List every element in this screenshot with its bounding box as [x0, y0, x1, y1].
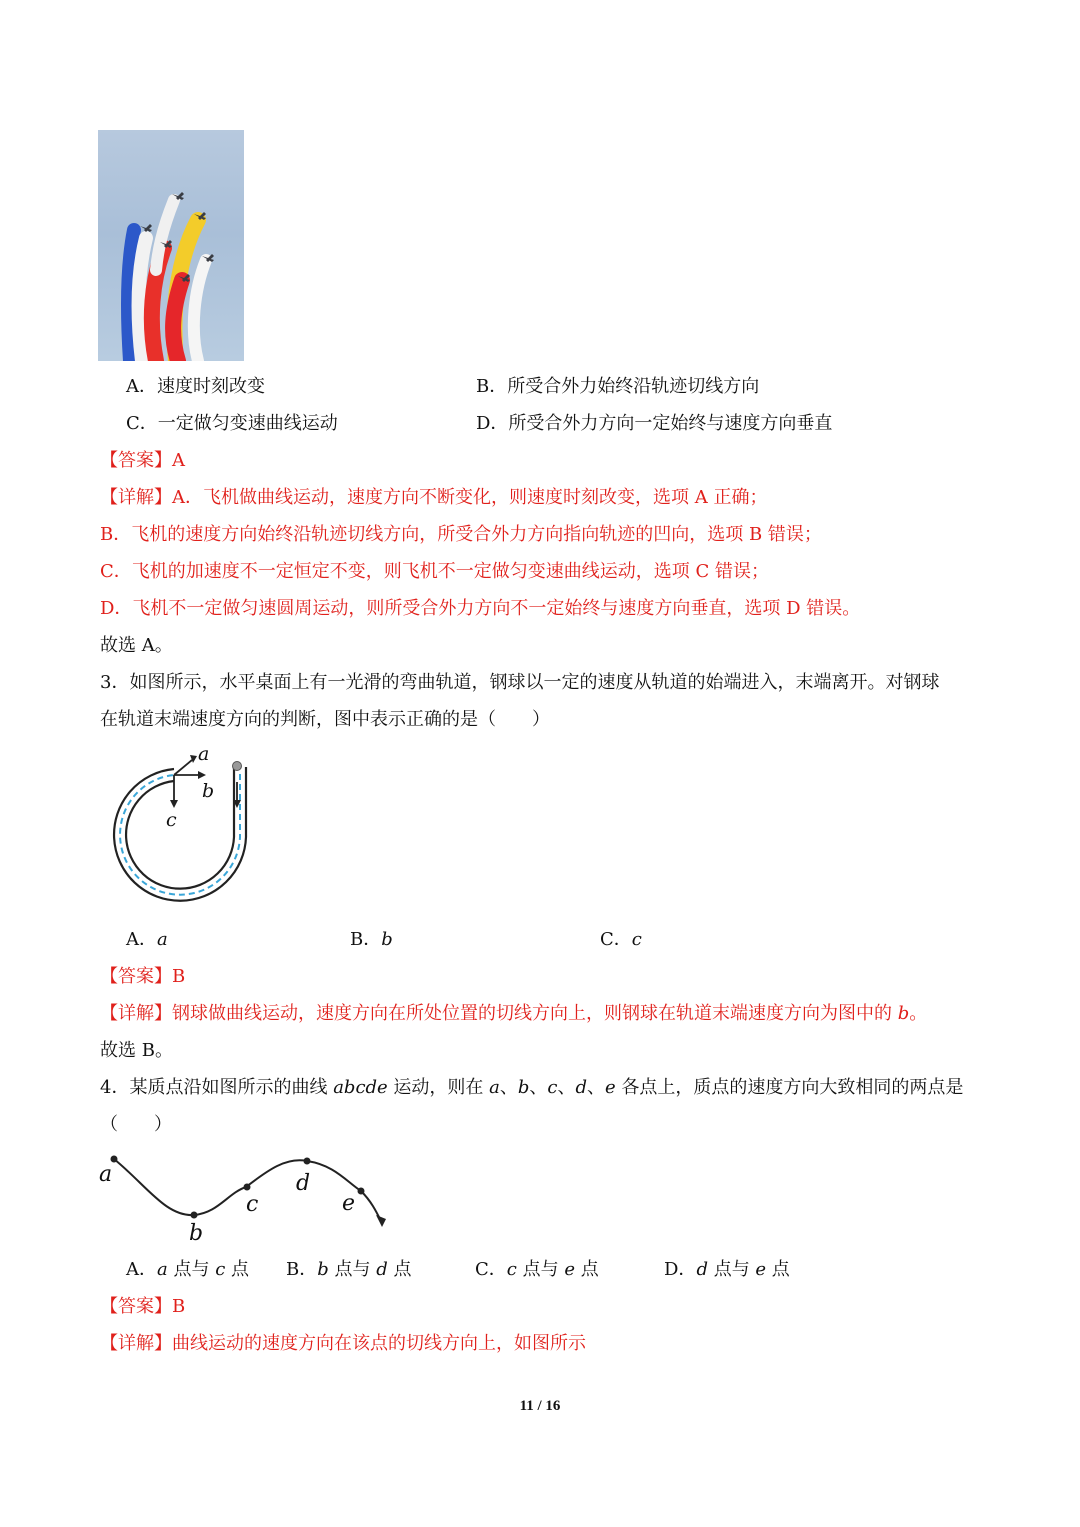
q4-figure-label-a: a — [99, 1162, 113, 1187]
q2-answer: 【答案】A — [100, 450, 185, 471]
q4-figure-label-d: d — [296, 1171, 311, 1196]
q4-option-a: A．a 点与 c 点 — [126, 1259, 250, 1280]
q3-answer: 【答案】B — [100, 966, 186, 987]
jet-formation-photo — [98, 130, 244, 361]
q2-detail-line: C．飞机的加速度不一定恒定不变，则飞机不一定做匀变速曲线运动，选项 C 错误； — [100, 561, 769, 582]
q3-figure-label-c: c — [166, 809, 177, 831]
q2-option-b: B．所受合外力始终沿轨迹切线方向 — [476, 376, 760, 397]
q4-stem-cont: （ ） — [100, 1114, 172, 1135]
q2-detail-line: D．飞机不一定做匀速圆周运动，则所受合外力方向不一定始终与速度方向垂直，选项 D 错误。 — [100, 598, 861, 619]
q4-figure-label-e: e — [342, 1191, 356, 1216]
q2-detail-line: B．飞机的速度方向始终沿轨迹切线方向，所受合外力方向指向轨迹的凹向，选项 B 错误； — [100, 524, 822, 545]
q2-conclusion: 故选 A。 — [100, 635, 173, 656]
q2-detail-line: 【详解】A．飞机做曲线运动，速度方向不断变化，则速度时刻改变，选项 A 正确； — [100, 487, 768, 508]
q3-option-b: B．b — [350, 929, 393, 950]
q2-option-d: D．所受合外力方向一定始终与速度方向垂直 — [476, 413, 833, 434]
q3-detail: 【详解】钢球做曲线运动，速度方向在所处位置的切线方向上，则钢球在轨道末端速度方向为图中的 b。 — [100, 1003, 928, 1024]
q3-figure-label-a: a — [198, 743, 210, 765]
q4-figure-label-c: c — [246, 1192, 259, 1217]
q3-figure-label-b: b — [202, 780, 215, 802]
q4-figure-label-b: b — [189, 1221, 204, 1246]
q4-detail: 【详解】曲线运动的速度方向在该点的切线方向上，如图所示 — [100, 1333, 586, 1354]
q3-option-c: C．c — [600, 929, 642, 950]
page-number: 11 / 16 — [519, 1398, 561, 1414]
q4-answer: 【答案】B — [100, 1296, 186, 1317]
q3-conclusion: 故选 B。 — [100, 1040, 173, 1061]
q4-option-b: B．b 点与 d 点 — [286, 1259, 412, 1280]
q2-option-a: A．速度时刻改变 — [126, 376, 265, 397]
q2-option-c: C．一定做匀变速曲线运动 — [126, 413, 338, 434]
q3-stem: 3．如图所示，水平桌面上有一光滑的弯曲轨道，钢球以一定的速度从轨道的始端进入，末端离开。对钢球 — [100, 672, 940, 693]
q3-stem-cont: 在轨道末端速度方向的判断，图中表示正确的是（ ） — [100, 709, 550, 730]
q4-option-d: D．d 点与 e 点 — [664, 1259, 790, 1280]
q4-option-c: C．c 点与 e 点 — [475, 1259, 599, 1280]
q4-stem: 4．某质点沿如图所示的曲线 abcde 运动，则在 a、b、c、d、e 各点上，质点的速度方向大致相同的两点是 — [100, 1077, 964, 1098]
q3-option-a: A．a — [126, 929, 168, 950]
